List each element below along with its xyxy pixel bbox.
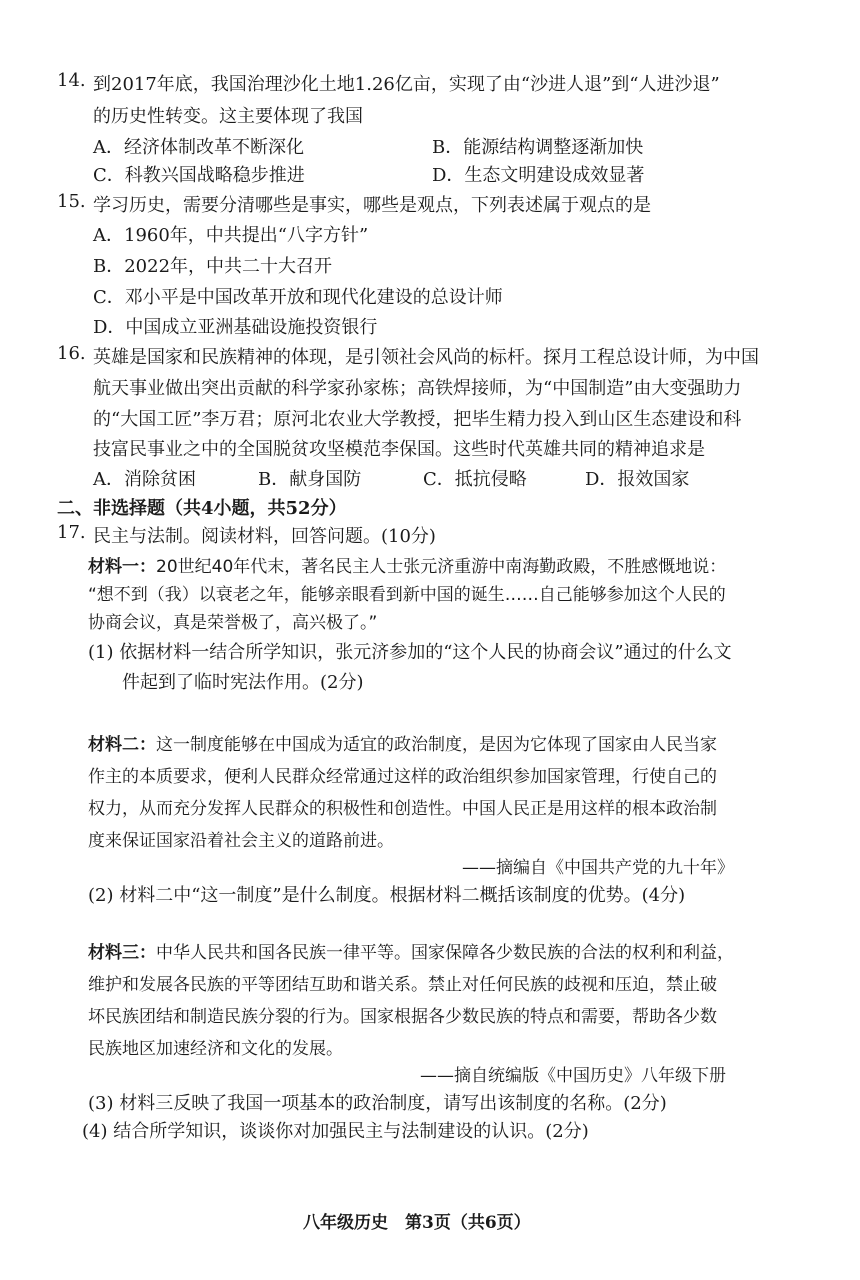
- material-text: 协商会议，真是荣誉极了，高兴极了。”: [88, 613, 378, 633]
- material-1-line: [88, 552, 726, 577]
- option-c: C．科教兴国战略稳步推进: [93, 165, 305, 186]
- question-number: 16.: [57, 343, 86, 364]
- material-2-line: [88, 730, 717, 755]
- material-label: 材料一：: [88, 557, 156, 577]
- question-stem-line: 到2017年底，我国治理沙化土地1.26亿亩，实现了由“沙进人退”到“人进沙退”: [93, 74, 720, 95]
- option-b: B．2022年，中共二十大召开: [93, 256, 333, 277]
- material-source: ——摘自统编版《中国历史》八年级下册: [420, 1066, 726, 1086]
- question-intro: 民主与法制。阅读材料，回答问题。(10分): [93, 526, 436, 547]
- material-text: 作主的本质要求，便利人民群众经常通过这样的政治组织参加国家管理，行使自己的: [88, 767, 717, 787]
- option-d: D．中国成立亚洲基础设施投资银行: [93, 317, 378, 338]
- material-text: 这一制度能够在中国成为适宜的政治制度，是因为它体现了国家由人民当家: [156, 735, 717, 755]
- question-stem-line: 技富民事业之中的全国脱贫攻坚模范李保国。这些时代英雄共同的精神追求是: [93, 439, 705, 460]
- material-3-line: [88, 938, 734, 963]
- option-a: A．经济体制改革不断深化: [93, 137, 304, 158]
- option-b: B．能源结构调整逐渐加快: [432, 137, 644, 158]
- material-text: 20世纪40年代末，著名民主人士张元济重游中南海勤政殿，不胜感慨地说：: [156, 557, 727, 577]
- option-b: B．献身国防: [258, 469, 362, 490]
- material-text: 中华人民共和国各民族一律平等。国家保障各少数民族的合法的权利和利益，: [156, 943, 734, 963]
- question-stem-line: 的历史性转变。这主要体现了我国: [93, 106, 363, 127]
- option-a: A．1960年，中共提出“八字方针”: [93, 225, 369, 246]
- question-stem-line: 航天事业做出突出贡献的科学家孙家栋；高铁焊接师，为“中国制造”由大变强助力: [93, 378, 742, 399]
- material-label: 材料三：: [88, 943, 156, 963]
- sub-question-text: (2) 材料二中“这一制度”是什么制度。根据材料二概括该制度的优势。(4分): [88, 885, 686, 906]
- material-text: “想不到（我）以衰老之年，能够亲眼看到新中国的诞生……自己能够参加这个人民的: [88, 585, 726, 605]
- option-d: D．报效国家: [585, 469, 690, 490]
- material-source: ——摘编自《中国共产党的九十年》: [462, 858, 734, 878]
- question-stem-line: 英雄是国家和民族精神的体现，是引领社会风尚的标杆。探月工程总设计师，为中国: [93, 347, 759, 368]
- material-text: 权力，从而充分发挥人民群众的积极性和创造性。中国人民正是用这样的根本政治制: [88, 799, 717, 819]
- sub-question-text: (4) 结合所学知识，谈谈你对加强民主与法制建设的认识。(2分): [82, 1121, 589, 1142]
- section-title: 二、非选择题（共4小题，共52分）: [57, 498, 347, 519]
- question-number: 17.: [57, 522, 86, 543]
- page-number: 八年级历史 第3页（共6页）: [303, 1213, 531, 1233]
- question-number: 14.: [57, 70, 86, 91]
- material-text: 民族地区加速经济和文化的发展。: [88, 1039, 343, 1059]
- material-text: 度来保证国家沿着社会主义的道路前进。: [88, 831, 394, 851]
- question-stem-line: 的“大国工匠”李万君；原河北农业大学教授，把毕生精力投入到山区生态建设和科: [93, 409, 742, 430]
- material-text: 维护和发展各民族的平等团结互助和谐关系。禁止对任何民族的歧视和压迫，禁止破: [88, 975, 717, 995]
- option-d: D．生态文明建设成效显著: [432, 165, 645, 186]
- sub-question-text: (3) 材料三反映了我国一项基本的政治制度，请写出该制度的名称。(2分): [88, 1093, 667, 1114]
- sub-question-text: 件起到了临时宪法作用。(2分): [122, 672, 364, 693]
- option-c: C．邓小平是中国改革开放和现代化建设的总设计师: [93, 287, 503, 308]
- sub-question-text: (1) 依据材料一结合所学知识，张元济参加的“这个人民的协商会议”通过的什么文: [88, 642, 732, 663]
- question-number: 15.: [57, 191, 86, 212]
- material-text: 坏民族团结和制造民族分裂的行为。国家根据各少数民族的特点和需要，帮助各少数: [88, 1007, 717, 1027]
- option-a: A．消除贫困: [93, 469, 196, 490]
- material-label: 材料二：: [88, 735, 156, 755]
- question-stem-line: 学习历史，需要分清哪些是事实，哪些是观点，下列表述属于观点的是: [93, 195, 651, 216]
- option-c: C．抵抗侵略: [423, 469, 527, 490]
